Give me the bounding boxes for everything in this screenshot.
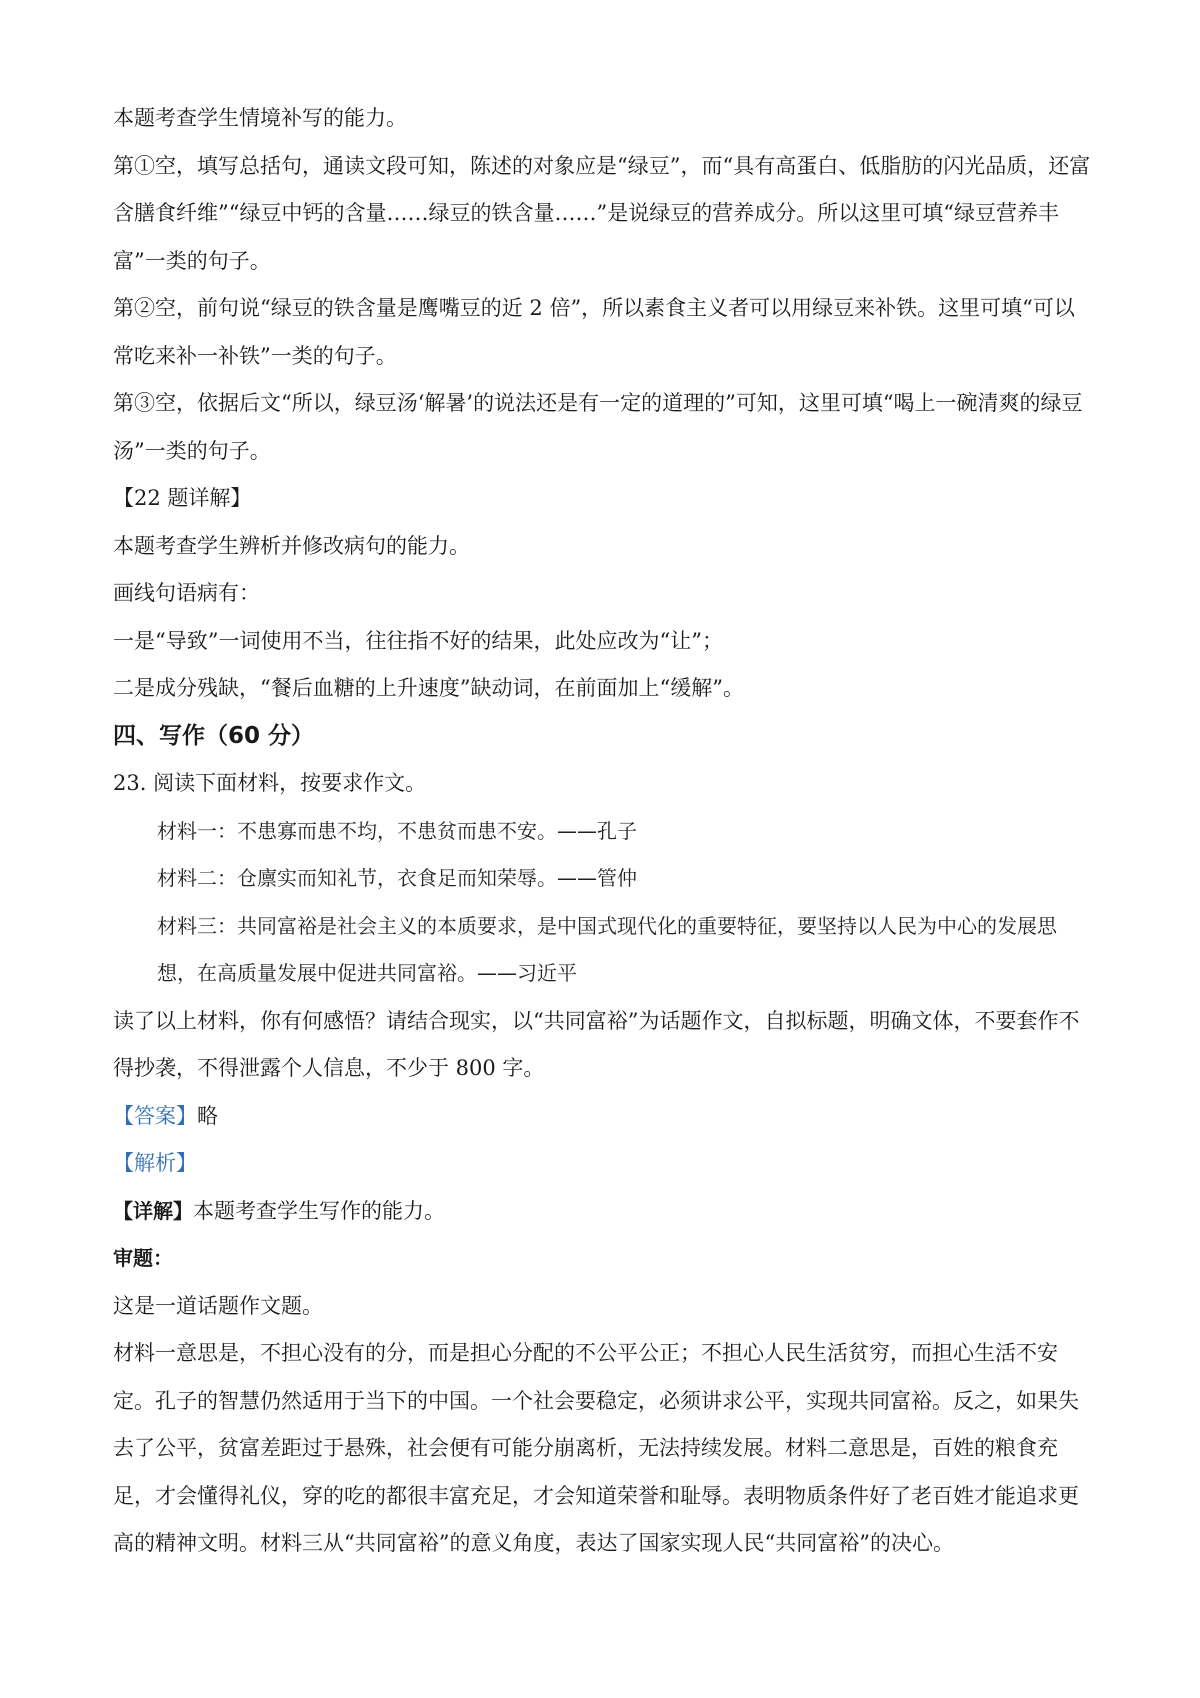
paragraph: 材料一意思是，不担心没有的分，而是担心分配的不公平公正；不担心人民生活贫穷，而担心生活不安定。孔子的智慧仍然适用于当下的中国。一个社会要稳定，必须讲求公平，实现共同富裕。反之，如果失去了公平，贫富差距过于悬殊，社会便有可能分崩离析，无法持续发展。材料二意思是，百姓的粮食充足，才会懂得礼仪，穿的吃的都很丰富充足，才会知道荣誉和耻辱。表明物质条件好了老百姓才能追求更高的精神文明。材料三从“共同富裕”的意义角度，表达了国家实现人民“共同富裕”的决心。	[113, 1341, 1079, 1555]
material-item: 材料三：共同富裕是社会主义的本质要求，是中国式现代化的重要特征，要坚持以人民为中心的发展思想，在高质量发展中促进共同富裕。——习近平	[157, 913, 1057, 985]
material-item: 材料一：不患寡而患不均，不患贫而患不安。——孔子	[157, 818, 637, 843]
section-title: 四、写作（60 分）	[113, 722, 315, 749]
paragraph: 画线句语病有：	[113, 581, 260, 605]
writing-requirement: 读了以上材料，你有何感悟？请结合现实，以“共同富裕”为话题作文，自拟标题，明确文体，不要套作不得抄袭，不得泄露个人信息，不少于 800 字。	[113, 1008, 1080, 1080]
document-page	[113, 95, 1093, 1568]
answer-text: 略	[197, 1103, 218, 1128]
review-label: 审题：	[113, 1246, 173, 1270]
answer-label: 【答案】	[113, 1103, 197, 1128]
paragraph: 本题考查学生情境补写的能力。	[113, 106, 407, 130]
detail-line	[113, 1188, 1093, 1236]
detail-text: 本题考查学生写作的能力。	[193, 1198, 445, 1223]
material-item: 材料二：仓廪实而知礼节，衣食足而知荣辱。——管仲	[157, 866, 637, 890]
analysis-label: 【解析】	[113, 1151, 197, 1175]
answer-line	[113, 1093, 1093, 1141]
paragraph: 第①空，填写总括句，通读文段可知，陈述的对象应是“绿豆”，而“具有高蛋白、低脂肪的闪光品质，还富含膳食纤维”“绿豆中钙的含量……绿豆的铁含量……”是说绿豆的营养成分。所以这里可填“绿豆营养丰富”一类的句子。	[113, 153, 1091, 273]
paragraph: 二是成分残缺，“餐后血糖的上升速度”缺动词，在前面加上“缓解”。	[113, 676, 744, 700]
q22-heading: 【22 题详解】	[113, 486, 252, 510]
paragraph: 这是一道话题作文题。	[113, 1293, 323, 1318]
paragraph: 第③空，依据后文“所以，绿豆汤‘解暑’的说法还是有一定的道理的”可知，这里可填“喝上一碗清爽的绿豆汤”一类的句子。	[113, 391, 1083, 463]
question-stem: 23. 阅读下面材料，按要求作文。	[113, 771, 427, 795]
paragraph: 第②空，前句说“绿豆的铁含量是鹰嘴豆的近 2 倍”，所以素食主义者可以用绿豆来补铁。这里可填“可以常吃来补一补铁”一类的句子。	[113, 296, 1075, 368]
detail-label: 【详解】	[113, 1198, 193, 1223]
paragraph: 一是“导致”一词使用不当，往往指不好的结果，此处应改为“让”；	[113, 628, 723, 653]
paragraph: 本题考查学生辨析并修改病句的能力。	[113, 533, 470, 558]
